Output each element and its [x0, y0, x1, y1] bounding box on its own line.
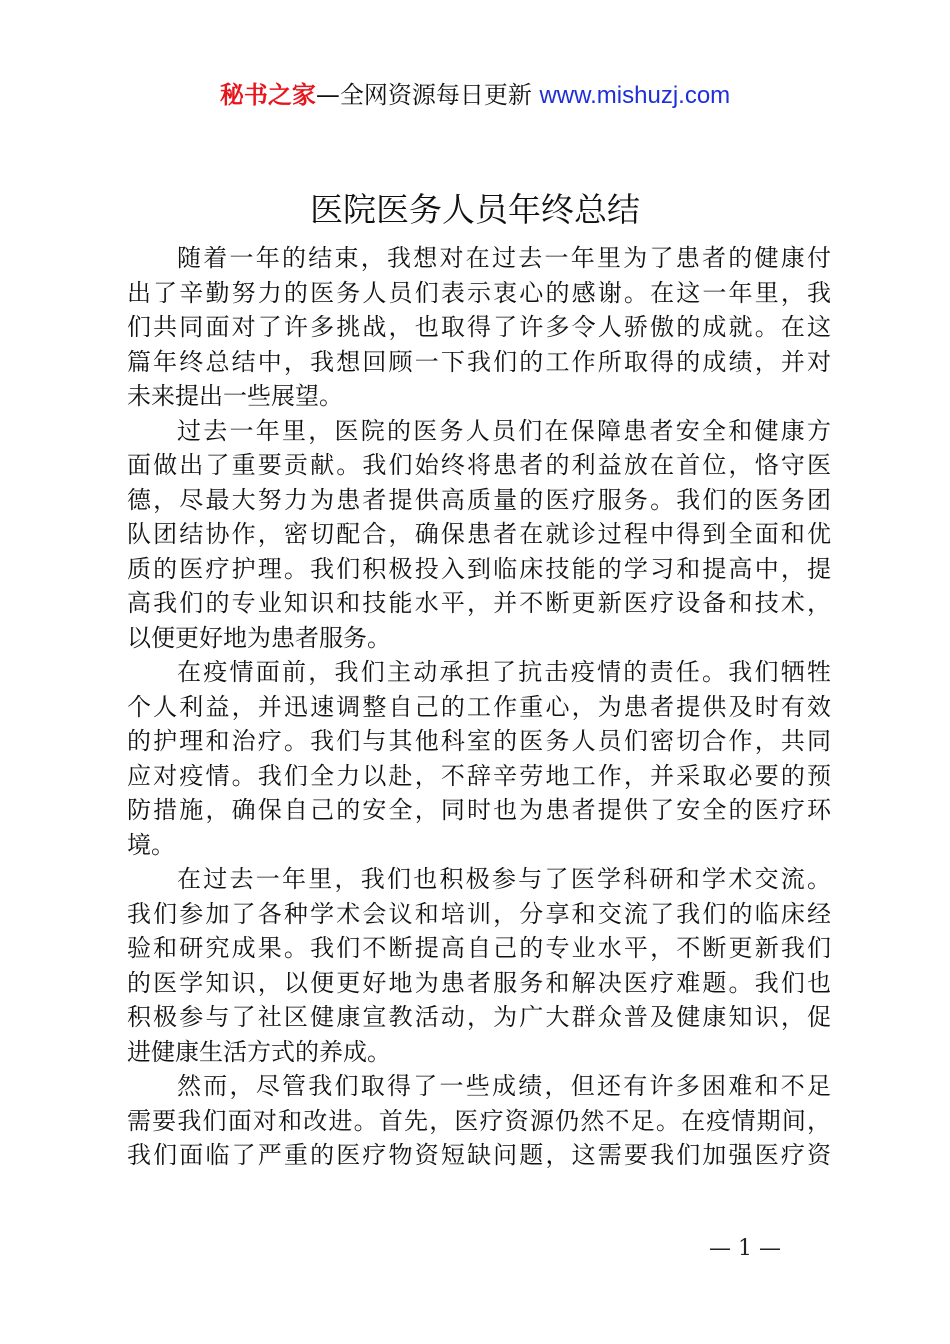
- paragraph: [127, 414, 831, 656]
- document-body: [127, 241, 831, 1173]
- paragraph-line: 进健康生活方式的养成。: [127, 1037, 391, 1066]
- paragraph-line: 然而，尽管我们取得了一些成绩，但还有许多困难和不足: [177, 1072, 831, 1100]
- paragraph-line: 们共同面对了许多挑战，也取得了许多令人骄傲的成就。在这: [127, 313, 831, 341]
- brand-name: 秘书之家: [219, 81, 316, 109]
- page-number: — 1 —: [709, 1236, 781, 1261]
- paragraph-line: 的医学知识，以便更好地为患者服务和解决医疗难题。我们也: [127, 968, 831, 997]
- paragraph-line: 在疫情面前，我们主动承担了抗击疫情的责任。我们牺牲: [177, 658, 831, 686]
- paragraph: [127, 1069, 831, 1173]
- paragraph-line: 出了辛勤努力的医务人员们表示衷心的感谢。在这一年里，我: [127, 278, 831, 307]
- paragraph-line: 应对疫情。我们全力以赴，不辞辛劳地工作，并采取必要的预: [127, 761, 831, 790]
- paragraph-line: 高我们的专业知识和技能水平，并不断更新医疗设备和技术，: [127, 589, 831, 617]
- paragraph-line: 未来提出一些展望。: [127, 382, 343, 410]
- paragraph-line: 以便更好地为患者服务。: [127, 623, 391, 652]
- paragraph-line: 篇年终总结中，我想回顾一下我们的工作所取得的成绩，并对: [127, 347, 831, 376]
- paragraph-line: 积极参与了社区健康宣教活动，为广大群众普及健康知识，促: [127, 1003, 831, 1031]
- paragraph-line: 随着一年的结束，我想对在过去一年里为了患者的健康付: [177, 244, 831, 272]
- paragraph-line: 验和研究成果。我们不断提高自己的专业水平，不断更新我们: [127, 934, 831, 962]
- paragraph: [127, 655, 831, 862]
- paragraph-line: 需要我们面对和改进。首先，医疗资源仍然不足。在疫情期间，: [127, 1106, 831, 1135]
- paragraph: [127, 241, 831, 414]
- paragraph-line: 境。: [127, 830, 175, 859]
- document-title: 医院医务人员年终总结: [310, 190, 640, 229]
- paragraph-line: 防措施，确保自己的安全，同时也为患者提供了安全的医疗环: [127, 796, 831, 824]
- paragraph-line: 队团结协作，密切配合，确保患者在就诊过程中得到全面和优: [127, 520, 831, 548]
- paragraph-line: 德，尽最大努力为患者提供高质量的医疗服务。我们的医务团: [127, 485, 831, 514]
- paragraph-line: 我们参加了各种学术会议和培训，分享和交流了我们的临床经: [127, 899, 831, 928]
- paragraph-line: 在过去一年里，我们也积极参与了医学科研和学术交流。: [177, 865, 831, 893]
- site-header: [0, 78, 950, 113]
- paragraph-line: 我们面临了严重的医疗物资短缺问题，这需要我们加强医疗资: [127, 1141, 831, 1169]
- header-tagline: —全网资源每日更新: [315, 81, 532, 109]
- paragraph-line: 过去一年里，医院的医务人员们在保障患者安全和健康方: [177, 416, 831, 445]
- paragraph-line: 面做出了重要贡献。我们始终将患者的利益放在首位，恪守医: [127, 451, 831, 479]
- paragraph-line: 个人利益，并迅速调整自己的工作重心，为患者提供及时有效: [127, 692, 831, 721]
- paragraph-line: 质的医疗护理。我们积极投入到临床技能的学习和提高中，提: [127, 554, 831, 583]
- paragraph-line: 的护理和治疗。我们与其他科室的医务人员们密切合作，共同: [127, 727, 831, 755]
- paragraph: [127, 862, 831, 1069]
- site-url-link[interactable]: www.mishuzj.com: [539, 82, 731, 109]
